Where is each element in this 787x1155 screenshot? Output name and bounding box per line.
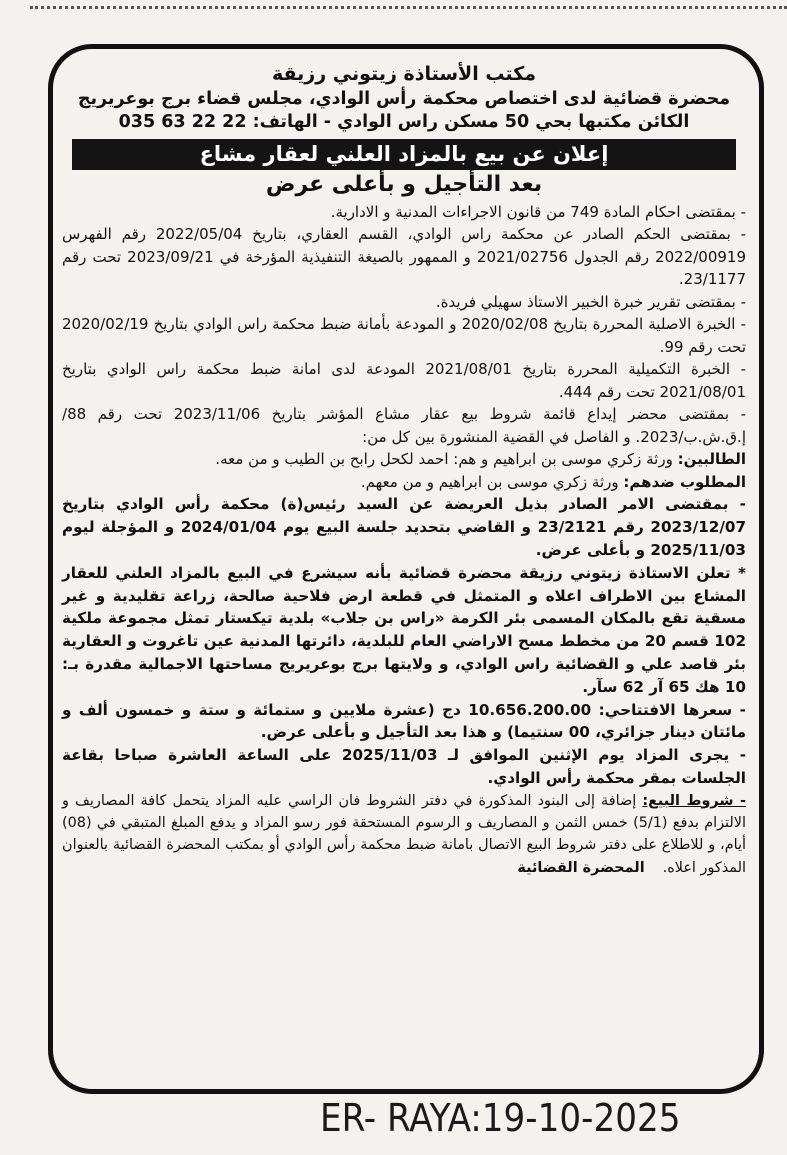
para-auction-date: - يجرى المزاد يوم الإثنين الموافق لـ 2025/11/03 على الساعة العاشرة صباحا بقاعة الجلسات بمقر محكمة رأس الوادي.	[62, 746, 746, 787]
notice-subtitle: بعد التأجيل و بأعلى عرض	[265, 171, 543, 197]
claimants-label: الطالبين:	[677, 450, 746, 469]
para-court-order: - بمقتضى الامر الصادر بذيل العريضة عن السيد رئيس(ة) محكمة رأس الوادي بتاريخ 2023/12/07 رقم 23/2121 و القاضي بتحديد جلسة البيع يوم 2024/01/04 و المؤجلة ليوم 2025/11/03 و بأعلى عرض.	[62, 495, 747, 559]
para-complementary-expertise: - الخبرة التكميلية المحررة بتاريخ 2021/08/01 المودعة لدى امانة ضبط محكمة راس الوادي بتاريخ 2021/08/01 تحت رقم 444.	[62, 360, 746, 401]
claimants-text: ورثة زكري موسى بن ابراهيم و هم: احمد لكحل رابح بن الطيب و من معه.	[215, 450, 678, 469]
para-original-expertise: - الخبرة الاصلية المحررة بتاريخ 2020/02/08 و المودعة بأمانة ضبط محكمة راس الوادي بتاريخ 2020/02/19 تحت رقم 99.	[62, 315, 746, 356]
para-sale-terms	[62, 790, 746, 879]
para-property-description: * تعلن الاستاذة زيتوني رزيقة محضرة قضائية بأنه سيشرع في البيع بالمزاد العلني للعقار المشاع بين الاطراف اعلاه و المتمثل في قطعة ارض فلاحية صالحة، زراعة تقليدية و غير مسقية تقع بالمكان المسمى بئر الكرمة «راس بن جلاب» بلدية تيكستار تمثل مجموعة ملكية 102 قسم 20 من مخطط مسح الاراضي العام للبلدية، دائرتها المدنية عين تاغروت و العقارية بئر قاصد علي و القضائية راس الوادي، و ولايتها برج بوعريريج مساحتها الاجمالية مقدرة بـ: 10 هك 65 آر 62 سآر.	[62, 563, 747, 696]
defendants-text: ورثة زكري موسى بن ابراهيم و من معهم.	[360, 472, 624, 491]
office-address: الكائن مكتبها بحي 50 مسكن راس الوادي - الهاتف: 22 22 63 035	[118, 112, 690, 133]
para-conditions-deposit: - بمقتضى محضر إيداع قائمة شروط بيع عقار مشاع المؤشر بتاريخ 2023/11/06 تحت رقم 88/إ.ق.ش.ب/2023. و الفاصل في القضية المنشورة بين كل من:	[62, 405, 746, 446]
notice-content	[62, 62, 746, 879]
sale-terms-text: إضافة إلى البنود المذكورة في دفتر الشروط فان الراسي عليه المزاد يتحمل كافة المصاريف و الالتزام بدفع (5/1) خمس الثمن و المصاريف و الرسوم المستحقة فور رسو المزاد و يدفع المبلغ المتبقي في (08) أيام، و للاطلاع على دفتر شروط البيع الاتصال بامانة ضبط محكمة رأس الوادي أو بمكتب المحضرة القضائية بالعنوان المذكور اعلاه.	[62, 792, 746, 876]
office-role: محضرة قضائية لدى اختصاص محكمة رأس الوادي، مجلس قضاء برج بوعريريج	[77, 88, 731, 109]
publication-footer: ER- RAYA:19-10-2025	[320, 1096, 681, 1140]
signature: المحضرة القضائية	[517, 859, 645, 876]
notice-banner: إعلان عن بيع بالمزاد العلني لعقار مشاع	[72, 139, 736, 170]
para-defendants	[62, 471, 746, 494]
para-expert-report: - بمقتضى تقرير خبرة الخبير الاستاذ سهيلي فريدة.	[435, 292, 746, 311]
para-legal-basis: - بمقتضى احكام المادة 749 من قانون الاجراءات المدنية و الادارية.	[330, 202, 746, 221]
para-opening-price: - سعرها الافتتاحي: 10.656.200.00 دج (عشرة ملايين و ستمائة و ستة و خمسون ألف و مائتان دينار جزائري، 00 سنتيما) و هذا بعد التأجيل و بأعلى عرض.	[62, 700, 746, 742]
para-claimants	[62, 448, 746, 471]
top-dotted-border	[30, 6, 787, 9]
defendants-label: المطلوب ضدهم:	[623, 472, 746, 491]
para-judgment: - بمقتضى الحكم الصادر عن محكمة راس الوادي، القسم العقاري، بتاريخ 2022/05/04 رقم الفهرس 2022/00919 رقم الجدول 2021/02756 و الممهور بالصيغة التنفيذية المؤرخة في 2023/09/21 تحت رقم 23/1177.	[62, 225, 747, 289]
sale-terms-label: - شروط البيع:	[642, 792, 746, 809]
office-title: مكتب الأستاذة زيتوني رزيقة	[271, 63, 537, 85]
